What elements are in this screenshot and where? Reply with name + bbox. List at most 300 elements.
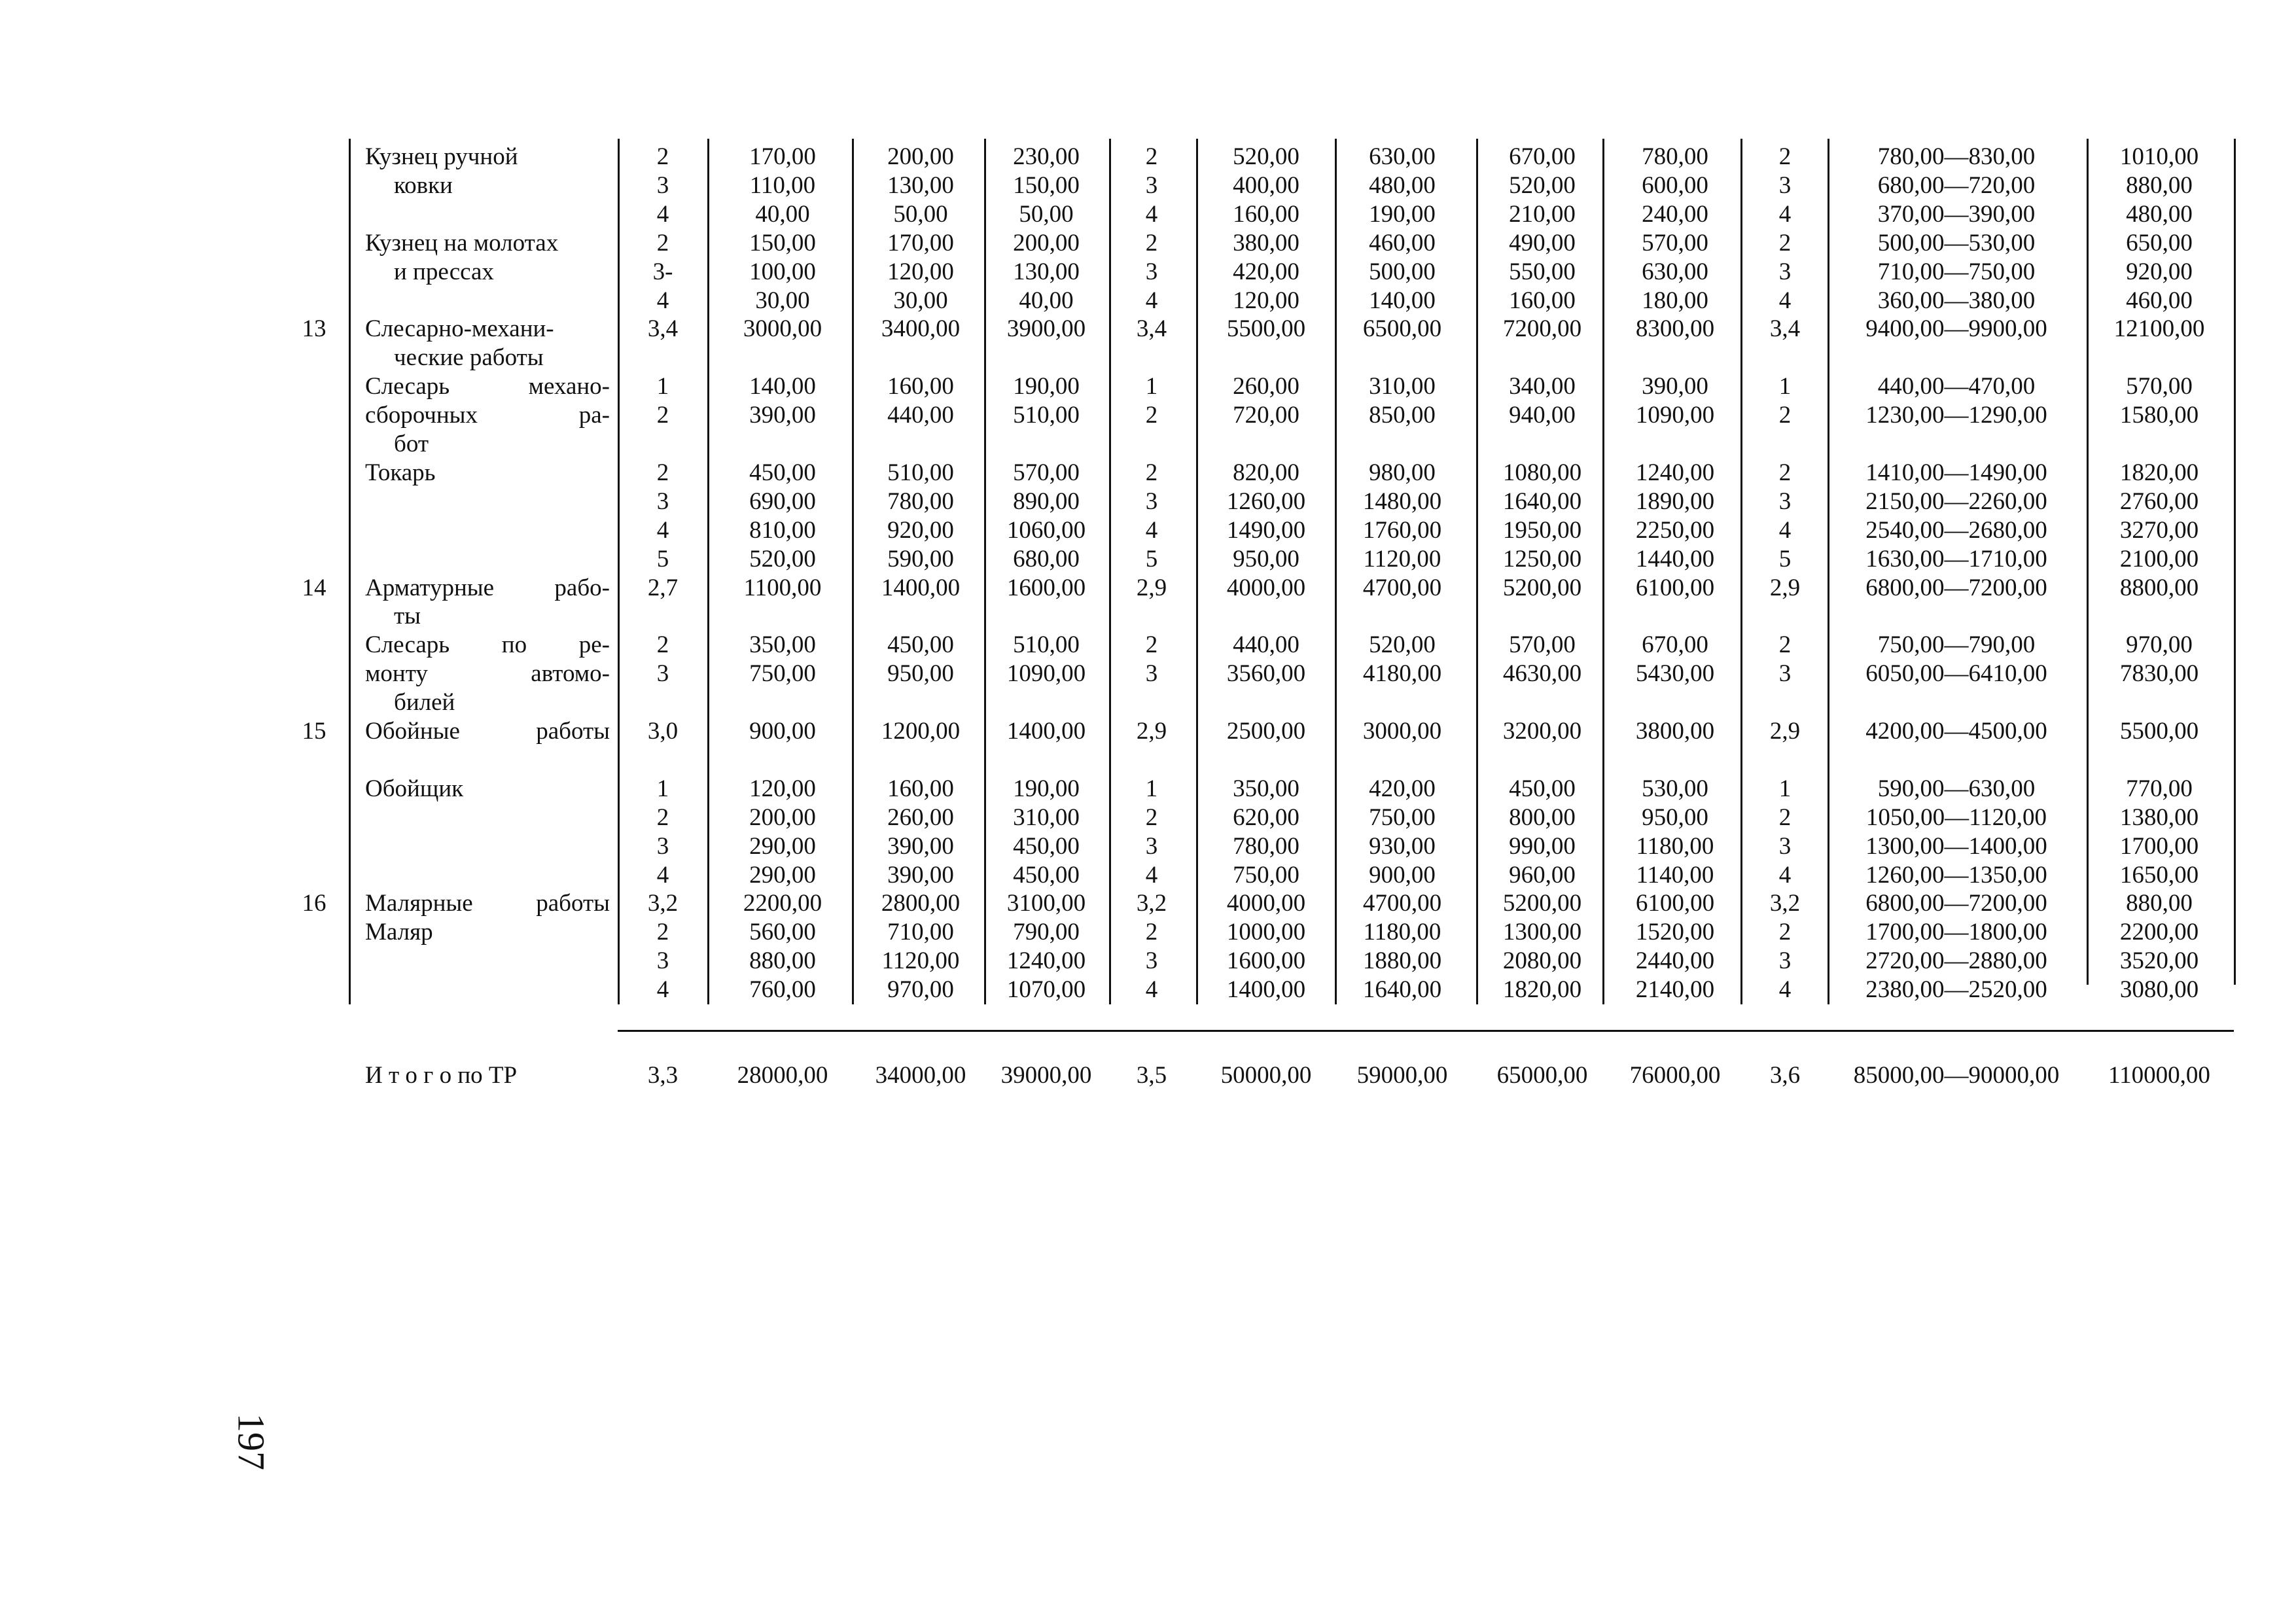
row-label: сборочных ра- <box>365 402 610 429</box>
table-cell: 420,00 <box>1233 258 1299 285</box>
table-cell: 1090,00 <box>1635 402 1715 429</box>
table-cell: 3 <box>1778 832 1792 860</box>
table-cell: 960,00 <box>1509 861 1576 889</box>
table-cell: 820,00 <box>1233 459 1299 486</box>
table-cell: 380,00 <box>1233 229 1299 256</box>
table-cell: 680,00—720,00 <box>1877 171 2036 199</box>
table-cell: 2500,00 <box>1226 718 1306 745</box>
row-number: 16 <box>302 890 327 917</box>
row-label: ковки <box>394 171 453 199</box>
table-cell: 1300,00 <box>1502 919 1582 946</box>
table-cell: 460,00 <box>2126 287 2193 314</box>
table-cell: 5430,00 <box>1635 660 1715 688</box>
table-cell: 4 <box>1778 200 1792 228</box>
table-cell: 1440,00 <box>1635 545 1715 573</box>
row-label: Обойщик <box>365 775 464 802</box>
table-cell: 170,00 <box>887 229 954 256</box>
table-cell: 200,00 <box>749 803 816 831</box>
table-cell: 550,00 <box>1509 258 1576 285</box>
table-cell: 160,00 <box>887 373 954 400</box>
table-cell: 4 <box>1145 200 1158 228</box>
table-cell: 4000,00 <box>1226 890 1306 917</box>
table-cell: 760,00 <box>749 976 816 1004</box>
table-cell: 1640,00 <box>1502 487 1582 515</box>
total-cell: 65000,00 <box>1496 1062 1588 1089</box>
table-cell: 2540,00—2680,00 <box>1865 516 2047 544</box>
table-cell: 150,00 <box>1013 171 1080 199</box>
table-cell: 1240,00 <box>1635 459 1715 486</box>
table-cell: 3080,00 <box>2119 976 2199 1004</box>
total-cell: 76000,00 <box>1629 1062 1721 1089</box>
total-cell: 34000,00 <box>875 1062 966 1089</box>
table-cell: 790,00 <box>1013 919 1080 946</box>
table-cell: 1 <box>1778 373 1792 400</box>
column-rule <box>349 139 351 1004</box>
row-label: Токарь <box>365 459 436 486</box>
table-cell: 4 <box>1145 976 1158 1004</box>
table-cell: 3 <box>1778 947 1792 975</box>
table-cell: 440,00 <box>1233 631 1299 659</box>
table-cell: 670,00 <box>1509 143 1576 170</box>
table-cell: 1580,00 <box>2119 402 2199 429</box>
table-cell: 980,00 <box>1369 459 1436 486</box>
table-cell: 450,00 <box>887 631 954 659</box>
table-cell: 1400,00 <box>1006 718 1086 745</box>
table-cell: 630,00 <box>1369 143 1436 170</box>
table-cell: 2 <box>656 631 669 659</box>
table-cell: 510,00 <box>1013 631 1080 659</box>
table-cell: 510,00 <box>887 459 954 486</box>
table-cell: 340,00 <box>1509 373 1576 400</box>
table-cell: 30,00 <box>755 287 810 314</box>
table-cell: 5 <box>656 545 669 573</box>
table-cell: 3400,00 <box>881 315 961 343</box>
table-cell: 510,00 <box>1013 402 1080 429</box>
table-cell: 880,00 <box>749 947 816 975</box>
table-cell: 520,00 <box>1509 171 1576 199</box>
table-cell: 240,00 <box>1642 200 1708 228</box>
total-cell: 3,3 <box>647 1062 679 1089</box>
table-cell: 160,00 <box>887 775 954 802</box>
table-cell: 630,00 <box>1642 258 1708 285</box>
table-cell: 4630,00 <box>1502 660 1582 688</box>
table-cell: 6100,00 <box>1635 574 1715 601</box>
table-cell: 1820,00 <box>1502 976 1582 1004</box>
page-number: 197 <box>230 1413 273 1470</box>
table-cell: 3270,00 <box>2119 516 2199 544</box>
total-cell: 110000,00 <box>2108 1062 2210 1089</box>
table-cell: 890,00 <box>1013 487 1080 515</box>
table-cell: 690,00 <box>749 487 816 515</box>
total-cell: 85000,00—90000,00 <box>1853 1062 2060 1089</box>
table-cell: 2 <box>1778 402 1792 429</box>
table-cell: 3200,00 <box>1502 718 1582 745</box>
row-label: Кузнец ручной <box>365 143 518 170</box>
table-cell: 1090,00 <box>1006 660 1086 688</box>
table-cell: 8800,00 <box>2119 574 2199 601</box>
table-cell: 1630,00—1710,00 <box>1865 545 2047 573</box>
table-cell: 720,00 <box>1233 402 1299 429</box>
table-cell: 1250,00 <box>1502 545 1582 573</box>
row-label: Слесарь механо- <box>365 373 610 400</box>
row-label: Арматурные рабо- <box>365 574 610 601</box>
table-cell: 3 <box>1145 487 1158 515</box>
table-cell: 190,00 <box>1013 373 1080 400</box>
table-cell: 190,00 <box>1369 200 1436 228</box>
table-cell: 420,00 <box>1369 775 1436 802</box>
column-rule <box>618 139 620 1004</box>
total-cell: 3,6 <box>1769 1062 1801 1089</box>
table-cell: 2 <box>656 803 669 831</box>
table-cell: 4 <box>656 287 669 314</box>
table-cell: 520,00 <box>749 545 816 573</box>
table-cell: 3 <box>1145 660 1158 688</box>
table-cell: 4200,00—4500,00 <box>1865 718 2047 745</box>
table-cell: 460,00 <box>1369 229 1436 256</box>
table-cell: 1120,00 <box>1363 545 1441 573</box>
table-cell: 3 <box>656 947 669 975</box>
table-cell: 750,00 <box>749 660 816 688</box>
total-cell: 50000,00 <box>1220 1062 1312 1089</box>
table-cell: 3,4 <box>1136 315 1167 343</box>
table-cell: 950,00 <box>1233 545 1299 573</box>
table-cell: 290,00 <box>749 861 816 889</box>
table-cell: 110,00 <box>749 171 816 199</box>
table-cell: 3560,00 <box>1226 660 1306 688</box>
column-rule <box>1196 139 1198 1004</box>
row-number: 15 <box>302 718 327 745</box>
table-cell: 8300,00 <box>1635 315 1715 343</box>
row-label: Кузнец на молотах <box>365 229 559 256</box>
table-cell: 1260,00—1350,00 <box>1865 861 2047 889</box>
table-cell: 350,00 <box>1233 775 1299 802</box>
table-cell: 4 <box>1145 861 1158 889</box>
row-label: монту автомо- <box>365 660 610 688</box>
table-cell: 530,00 <box>1642 775 1708 802</box>
table-cell: 50,00 <box>893 200 948 228</box>
table-cell: 200,00 <box>887 143 954 170</box>
table-cell: 450,00 <box>749 459 816 486</box>
table-cell: 1 <box>656 373 669 400</box>
column-rule <box>707 139 709 1004</box>
table-cell: 2,7 <box>647 574 679 601</box>
table-cell: 2200,00 <box>743 890 822 917</box>
row-label: Слесарно-механи- <box>365 315 554 343</box>
table-cell: 6500,00 <box>1362 315 1442 343</box>
table-cell: 1650,00 <box>2119 861 2199 889</box>
table-cell: 850,00 <box>1369 402 1436 429</box>
table-cell: 900,00 <box>749 718 816 745</box>
table-cell: 1300,00—1400,00 <box>1865 832 2047 860</box>
table-cell: 2 <box>1145 402 1158 429</box>
table-cell: 1100,00 <box>743 574 822 601</box>
table-cell: 2800,00 <box>881 890 961 917</box>
table-cell: 570,00 <box>1509 631 1576 659</box>
table-cell: 490,00 <box>1509 229 1576 256</box>
table-cell: 4 <box>1145 287 1158 314</box>
row-label: Обойные работы <box>365 718 610 745</box>
table-cell: 800,00 <box>1509 803 1576 831</box>
table-cell: 1890,00 <box>1635 487 1715 515</box>
table-cell: 190,00 <box>1013 775 1080 802</box>
table-cell: 1060,00 <box>1006 516 1086 544</box>
table-cell: 1600,00 <box>1226 947 1306 975</box>
table-cell: 1080,00 <box>1502 459 1582 486</box>
total-label: И т о г о по ТР <box>365 1062 518 1089</box>
row-label: бот <box>394 431 429 457</box>
table-cell: 1600,00 <box>1006 574 1086 601</box>
table-cell: 500,00 <box>1369 258 1436 285</box>
total-separator-rule <box>618 1030 2234 1032</box>
table-cell: 440,00 <box>887 402 954 429</box>
table-cell: 120,00 <box>887 258 954 285</box>
table-cell: 150,00 <box>749 229 816 256</box>
table-cell: 4 <box>1778 861 1792 889</box>
table-cell: 2140,00 <box>1635 976 1715 1004</box>
table-cell: 2 <box>656 459 669 486</box>
table-cell: 1480,00 <box>1362 487 1442 515</box>
table-cell: 360,00—380,00 <box>1877 287 2036 314</box>
table-cell: 450,00 <box>1013 861 1080 889</box>
table-cell: 140,00 <box>1369 287 1436 314</box>
table-cell: 3 <box>1145 258 1158 285</box>
table-cell: 2 <box>1778 143 1792 170</box>
table-cell: 2 <box>1145 919 1158 946</box>
table-cell: 880,00 <box>2126 890 2193 917</box>
table-cell: 3 <box>1145 832 1158 860</box>
table-cell: 3100,00 <box>1006 890 1086 917</box>
table-cell: 1070,00 <box>1006 976 1086 1004</box>
table-cell: 310,00 <box>1369 373 1436 400</box>
table-cell: 710,00 <box>887 919 954 946</box>
table-cell: 170,00 <box>749 143 816 170</box>
table-cell: 3 <box>656 660 669 688</box>
table-cell: 2 <box>1145 459 1158 486</box>
table-cell: 480,00 <box>1369 171 1436 199</box>
table-cell: 180,00 <box>1642 287 1708 314</box>
table-cell: 9400,00—9900,00 <box>1865 315 2047 343</box>
table-cell: 140,00 <box>749 373 816 400</box>
table-cell: 4 <box>1778 976 1792 1004</box>
table-cell: 2,9 <box>1769 718 1801 745</box>
table-cell: 3 <box>1145 947 1158 975</box>
table-cell: 940,00 <box>1509 402 1576 429</box>
table-cell: 390,00 <box>1642 373 1708 400</box>
column-rule <box>852 139 854 1004</box>
table-cell: 6050,00—6410,00 <box>1865 660 2047 688</box>
table-cell: 750,00 <box>1369 803 1436 831</box>
row-label: билей <box>394 689 455 716</box>
table-cell: 2 <box>1145 143 1158 170</box>
table-cell: 450,00 <box>1509 775 1576 802</box>
table-cell: 620,00 <box>1233 803 1299 831</box>
column-rule <box>1740 139 1742 1004</box>
table-cell: 130,00 <box>1013 258 1080 285</box>
table-cell: 370,00—390,00 <box>1877 200 2036 228</box>
table-cell: 6800,00—7200,00 <box>1865 890 2047 917</box>
table-cell: 3 <box>656 487 669 515</box>
table-cell: 6800,00—7200,00 <box>1865 574 2047 601</box>
table-cell: 1700,00 <box>2119 832 2199 860</box>
table-cell: 160,00 <box>1233 200 1299 228</box>
table-cell: 3 <box>1778 258 1792 285</box>
table-cell: 1 <box>656 775 669 802</box>
table-cell: 40,00 <box>755 200 810 228</box>
table-cell: 1050,00—1120,00 <box>1865 803 2047 831</box>
table-cell: 230,00 <box>1013 143 1080 170</box>
table-cell: 930,00 <box>1369 832 1436 860</box>
table-cell: 5200,00 <box>1502 890 1582 917</box>
table-cell: 780,00 <box>1233 832 1299 860</box>
table-cell: 120,00 <box>1233 287 1299 314</box>
table-cell: 520,00 <box>1369 631 1436 659</box>
table-cell: 920,00 <box>887 516 954 544</box>
table-cell: 4180,00 <box>1362 660 1442 688</box>
row-number: 13 <box>302 315 327 343</box>
table-cell: 3 <box>1778 487 1792 515</box>
table-cell: 1180,00 <box>1363 919 1441 946</box>
table-cell: 260,00 <box>1233 373 1299 400</box>
table-cell: 4 <box>656 516 669 544</box>
table-cell: 1490,00 <box>1226 516 1306 544</box>
table-cell: 1200,00 <box>881 718 961 745</box>
table-cell: 3 <box>656 171 669 199</box>
table-cell: 3900,00 <box>1006 315 1086 343</box>
row-label: и прессах <box>394 258 494 285</box>
table-cell: 1400,00 <box>1226 976 1306 1004</box>
table-cell: 680,00 <box>1013 545 1080 573</box>
table-cell: 2380,00—2520,00 <box>1865 976 2047 1004</box>
table-cell: 570,00 <box>1642 229 1708 256</box>
table-cell: 390,00 <box>887 861 954 889</box>
table-cell: 4700,00 <box>1362 574 1442 601</box>
table-cell: 3,2 <box>647 890 679 917</box>
table-cell: 2 <box>656 402 669 429</box>
table-cell: 210,00 <box>1509 200 1576 228</box>
table-cell: 1820,00 <box>2119 459 2199 486</box>
table-cell: 560,00 <box>749 919 816 946</box>
table-cell: 40,00 <box>1019 287 1074 314</box>
table-cell: 2100,00 <box>2119 545 2199 573</box>
table-cell: 3,4 <box>647 315 679 343</box>
table-cell: 4 <box>656 861 669 889</box>
total-cell: 3,5 <box>1136 1062 1167 1089</box>
table-cell: 1010,00 <box>2119 143 2199 170</box>
table-cell: 880,00 <box>2126 171 2193 199</box>
table-cell: 1760,00 <box>1362 516 1442 544</box>
table-cell: 750,00—790,00 <box>1877 631 2036 659</box>
table-cell: 480,00 <box>2126 200 2193 228</box>
table-cell: 2150,00—2260,00 <box>1865 487 2047 515</box>
table-cell: 3800,00 <box>1635 718 1715 745</box>
row-label: Слесарь по ре- <box>365 631 610 659</box>
total-cell: 28000,00 <box>737 1062 828 1089</box>
table-cell: 30,00 <box>893 287 948 314</box>
table-cell: 440,00—470,00 <box>1877 373 2036 400</box>
table-cell: 160,00 <box>1509 287 1576 314</box>
table-cell: 2 <box>656 143 669 170</box>
table-cell: 970,00 <box>887 976 954 1004</box>
table-cell: 1520,00 <box>1635 919 1715 946</box>
table-cell: 2 <box>1145 631 1158 659</box>
table-cell: 990,00 <box>1509 832 1576 860</box>
table-cell: 260,00 <box>887 803 954 831</box>
table-cell: 590,00 <box>887 545 954 573</box>
table-cell: 2250,00 <box>1635 516 1715 544</box>
table-cell: 2 <box>1778 919 1792 946</box>
table-cell: 780,00 <box>887 487 954 515</box>
table-cell: 920,00 <box>2126 258 2193 285</box>
table-cell: 1 <box>1778 775 1792 802</box>
table-cell: 1180,00 <box>1636 832 1714 860</box>
table-cell: 1950,00 <box>1502 516 1582 544</box>
table-cell: 4700,00 <box>1362 890 1442 917</box>
table-cell: 950,00 <box>1642 803 1708 831</box>
table-cell: 120,00 <box>749 775 816 802</box>
table-cell: 310,00 <box>1013 803 1080 831</box>
table-cell: 3 <box>1778 171 1792 199</box>
table-cell: 390,00 <box>749 402 816 429</box>
table-cell: 50,00 <box>1019 200 1074 228</box>
table-cell: 6100,00 <box>1635 890 1715 917</box>
table-cell: 3,2 <box>1769 890 1801 917</box>
table-cell: 600,00 <box>1642 171 1708 199</box>
table-cell: 3,4 <box>1769 315 1801 343</box>
table-cell: 2760,00 <box>2119 487 2199 515</box>
table-cell: 2,9 <box>1136 574 1167 601</box>
table-cell: 570,00 <box>2126 373 2193 400</box>
table-cell: 5200,00 <box>1502 574 1582 601</box>
table-cell: 3 <box>1778 660 1792 688</box>
table-cell: 4000,00 <box>1226 574 1306 601</box>
table-cell: 2 <box>1778 631 1792 659</box>
table-cell: 650,00 <box>2126 229 2193 256</box>
table-cell: 390,00 <box>887 832 954 860</box>
table-cell: 1 <box>1145 373 1158 400</box>
table-cell: 1260,00 <box>1226 487 1306 515</box>
table-cell: 780,00 <box>1642 143 1708 170</box>
row-label: Малярные работы <box>365 890 610 917</box>
table-cell: 12100,00 <box>2113 315 2205 343</box>
table-cell: 5500,00 <box>1226 315 1306 343</box>
table-cell: 670,00 <box>1642 631 1708 659</box>
table-cell: 1410,00—1490,00 <box>1865 459 2047 486</box>
column-rule <box>1109 139 1111 1004</box>
table-cell: 590,00—630,00 <box>1877 775 2036 802</box>
table-cell: 1230,00—1290,00 <box>1865 402 2047 429</box>
table-cell: 1 <box>1145 775 1158 802</box>
table-cell: 970,00 <box>2126 631 2193 659</box>
table-cell: 1640,00 <box>1362 976 1442 1004</box>
table-cell: 400,00 <box>1233 171 1299 199</box>
table-cell: 3000,00 <box>1362 718 1442 745</box>
table-cell: 2720,00—2880,00 <box>1865 947 2047 975</box>
table-cell: 3 <box>1145 171 1158 199</box>
table-cell: 3,2 <box>1136 890 1167 917</box>
table-cell: 950,00 <box>887 660 954 688</box>
table-cell: 2 <box>1778 803 1792 831</box>
table-cell: 7200,00 <box>1502 315 1582 343</box>
table-cell: 450,00 <box>1013 832 1080 860</box>
table-cell: 7830,00 <box>2119 660 2199 688</box>
table-cell: 780,00—830,00 <box>1877 143 2036 170</box>
table-cell: 2 <box>1145 229 1158 256</box>
table-cell: 4 <box>656 200 669 228</box>
table-cell: 2,9 <box>1136 718 1167 745</box>
row-label: ты <box>394 603 421 630</box>
table-cell: 130,00 <box>887 171 954 199</box>
table-cell: 1400,00 <box>881 574 961 601</box>
